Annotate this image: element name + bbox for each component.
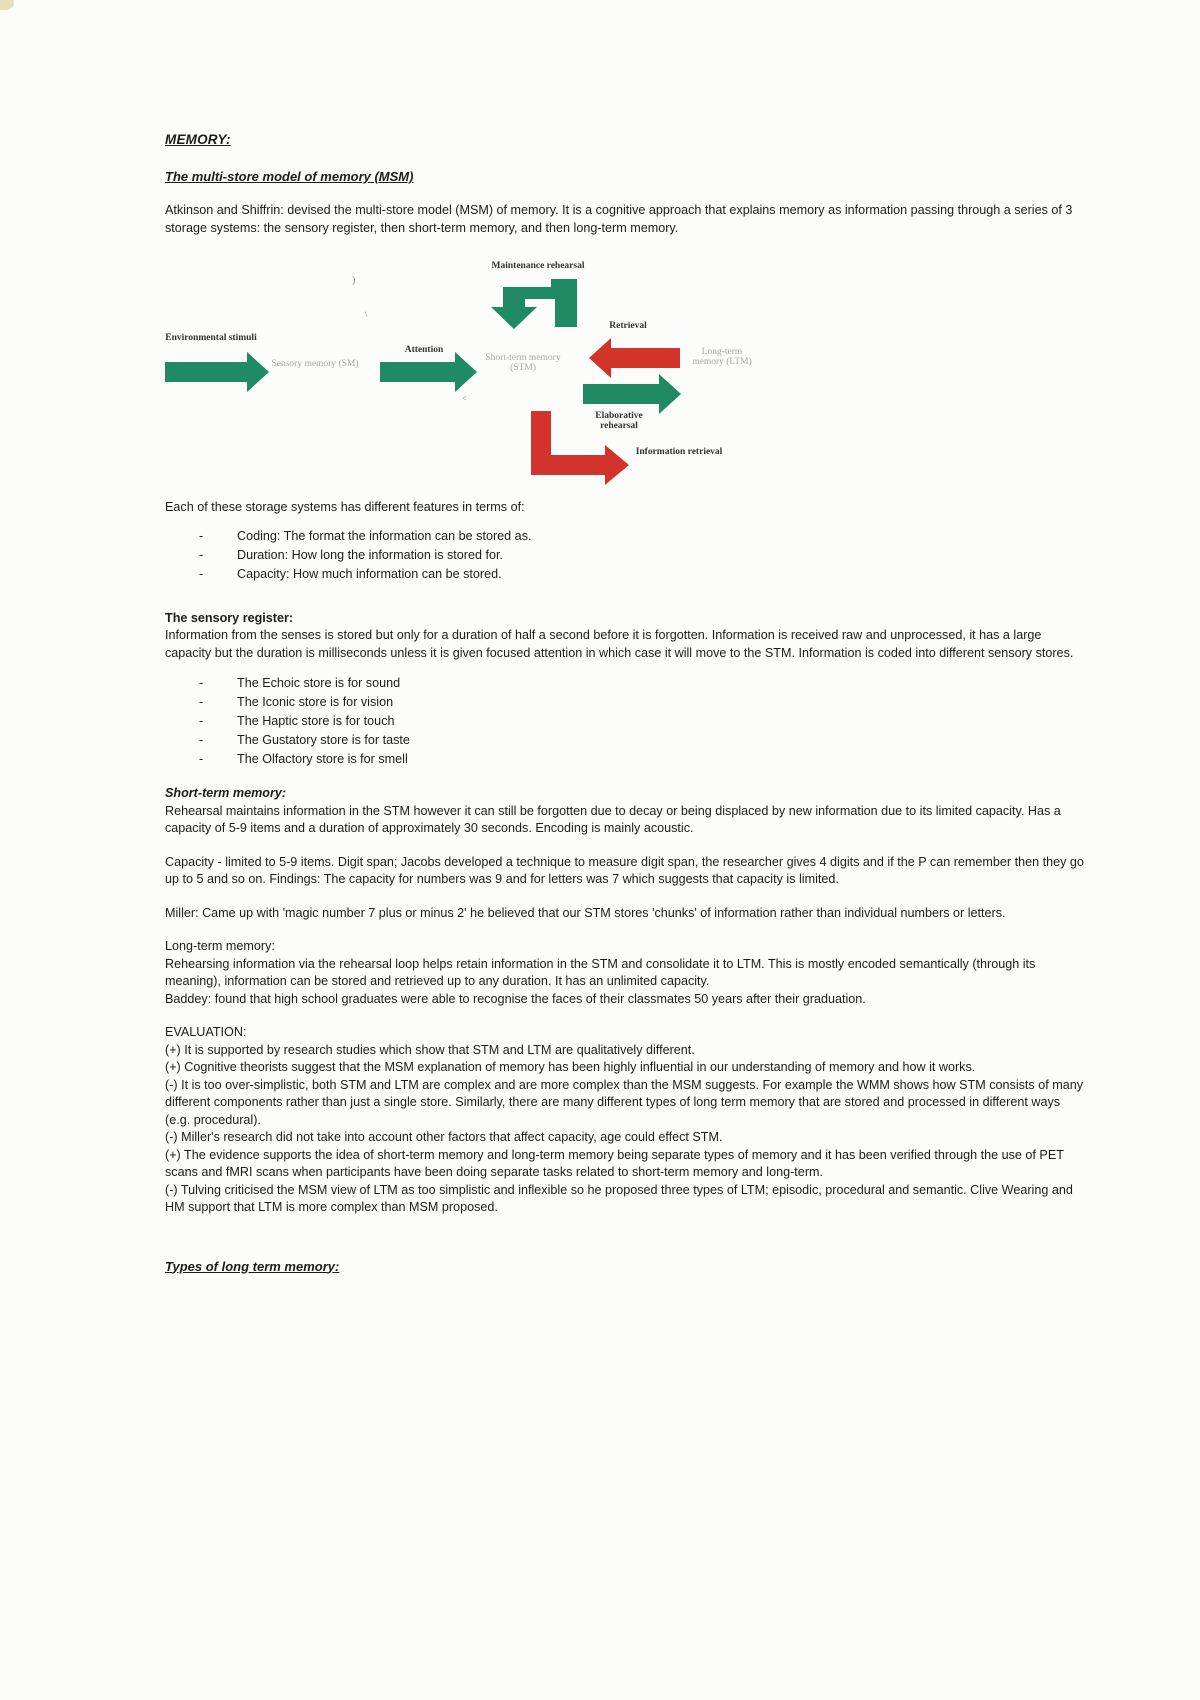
evaluation-point: (-) It is too over-simplistic, both STM and LTM are complex and are more complex than the MSM suggests. For example the WMM shows how STM consists of many different components rather than just a single store. Similarly, there are many different types of long term memory that are stored and processed in different ways (e.g. procedural). bbox=[165, 1077, 1084, 1127]
label-elaborative-rehearsal: Elaborative rehearsal bbox=[595, 411, 643, 431]
stm-miller: Miller: Came up with 'magic number 7 plus or minus 2' he believed that our STM stores 'chunks' of information rather than individual numbers or letters. bbox=[165, 905, 1006, 920]
label-sensory-memory: Sensory memory (SM) bbox=[271, 359, 359, 369]
evaluation-heading: EVALUATION: bbox=[165, 1025, 247, 1039]
document-content bbox=[165, 132, 1085, 1292]
features-list bbox=[165, 527, 1085, 584]
stm-heading: Short-term memory: bbox=[165, 786, 287, 800]
sensory-stores-list bbox=[165, 674, 1085, 769]
arrow-maintenance-rehearsal bbox=[491, 279, 577, 329]
ltm-text: Rehearsing information via the rehearsal loop helps retain information in the STM and consolidate it to LTM. This is mostly encoded semantically (through its meaning), information can be stored and retrieved up to any duration. It has an unlimited capacity. bbox=[165, 956, 1036, 988]
label-short-term-memory: Short-term memory (STM) bbox=[485, 353, 561, 373]
label-maintenance-rehearsal: Maintenance rehearsal bbox=[491, 261, 585, 271]
arrow-stimuli-to-sensory bbox=[165, 352, 269, 392]
sensory-store-item: - The Gustatory store is for taste bbox=[237, 731, 1085, 750]
label-environmental-stimuli: Environmental stimuli bbox=[165, 333, 257, 343]
sensory-text: Information from the senses is stored but only for a duration of half a second before it is forgotten. Information is received raw and unprocessed, it has a large capacity but the duration is milliseconds unless it is given focused attention in which case it will move to the STM. Information is coded into different sensory stores. bbox=[165, 628, 1074, 660]
label-information-retrieval: Information retrieval bbox=[635, 447, 723, 457]
scan-mark-2: \ bbox=[365, 310, 368, 319]
ltm-heading: Long-term memory: bbox=[165, 939, 275, 953]
features-intro: Each of these storage systems has different features in terms of: bbox=[165, 500, 525, 514]
evaluation-point: (-) Miller's research did not take into account other factors that affect capacity, age could effect STM. bbox=[165, 1130, 723, 1144]
msm-diagram bbox=[165, 251, 805, 491]
msm-heading: The multi-store model of memory (MSM) bbox=[165, 169, 414, 184]
stm-capacity: Capacity - limited to 5-9 items. Digit span; Jacobs developed a technique to measure digit span, the researcher gives 4 digits and if the P can remember then they go up to 5 and so on. Findings: The capacity for numbers was 9 and for letters was 7 which suggests that capacity is limited. bbox=[165, 854, 1084, 886]
sensory-heading: The sensory register: bbox=[165, 610, 294, 625]
next-section-heading: Types of long term memory: bbox=[165, 1258, 340, 1274]
arrow-attention bbox=[380, 352, 477, 392]
evaluation-point: (+) Cognitive theorists suggest that the MSM explanation of memory has been highly influential in our understanding of memory and how it works. bbox=[165, 1060, 976, 1074]
label-attention: Attention bbox=[404, 345, 444, 355]
sensory-store-item: - The Olfactory store is for smell bbox=[237, 750, 1085, 769]
evaluation-point: (-) Tulving criticised the MSM view of LTM as too simplistic and inflexible so he proposed three types of LTM; episodic, procedural and semantic. Clive Wearing and HM support that LTM is more complex than MSM proposed. bbox=[165, 1182, 1073, 1214]
ltm-baddeley: Baddey: found that high school graduates were able to recognise the faces of their classmates 50 years after their graduation. bbox=[165, 991, 866, 1006]
feature-item: - Capacity: How much information can be stored. bbox=[237, 565, 1085, 584]
msm-intro: Atkinson and Shiffrin: devised the multi-store model (MSM) of memory. It is a cognitive approach that explains memory as information passing through a series of 3 storage systems: the sensory register, then short-term memory, and then long-term memory. bbox=[165, 203, 1073, 235]
label-long-term-memory: Long-term memory (LTM) bbox=[692, 347, 752, 367]
label-retrieval: Retrieval bbox=[609, 321, 647, 331]
evaluation-point: (+) The evidence supports the idea of short-term memory and long-term memory being separate types of memory and it has been verified through the use of PET scans and fMRI scans when participants have been doing separate tasks related to short-term memory and long-term. bbox=[165, 1147, 1064, 1179]
arrow-elaborative-rehearsal bbox=[583, 374, 681, 414]
sensory-store-item: - The Haptic store is for touch bbox=[237, 712, 1085, 731]
evaluation-point: (+) It is supported by research studies which show that STM and LTM are qualitatively different. bbox=[165, 1042, 695, 1057]
page-title: MEMORY: bbox=[165, 132, 231, 147]
arrow-retrieval bbox=[589, 338, 680, 378]
scan-mark bbox=[0, 0, 14, 10]
feature-item: - Duration: How long the information is stored for. bbox=[237, 546, 1085, 565]
sensory-store-item: - The Iconic store is for vision bbox=[237, 693, 1085, 712]
stm-text: Rehearsal maintains information in the STM however it can still be forgotten due to decay or being displaced by new information due to its limited capacity. Has a capacity of 5-9 items and a duration of approximately 30 seconds. Encoding is mainly acoustic. bbox=[165, 803, 1061, 835]
feature-item: - Coding: The format the information can be stored as. bbox=[237, 527, 1085, 546]
sensory-store-item: - The Echoic store is for sound bbox=[237, 674, 1085, 693]
scan-mark-1: ) bbox=[352, 275, 356, 286]
scan-mark-3: < bbox=[462, 394, 467, 403]
